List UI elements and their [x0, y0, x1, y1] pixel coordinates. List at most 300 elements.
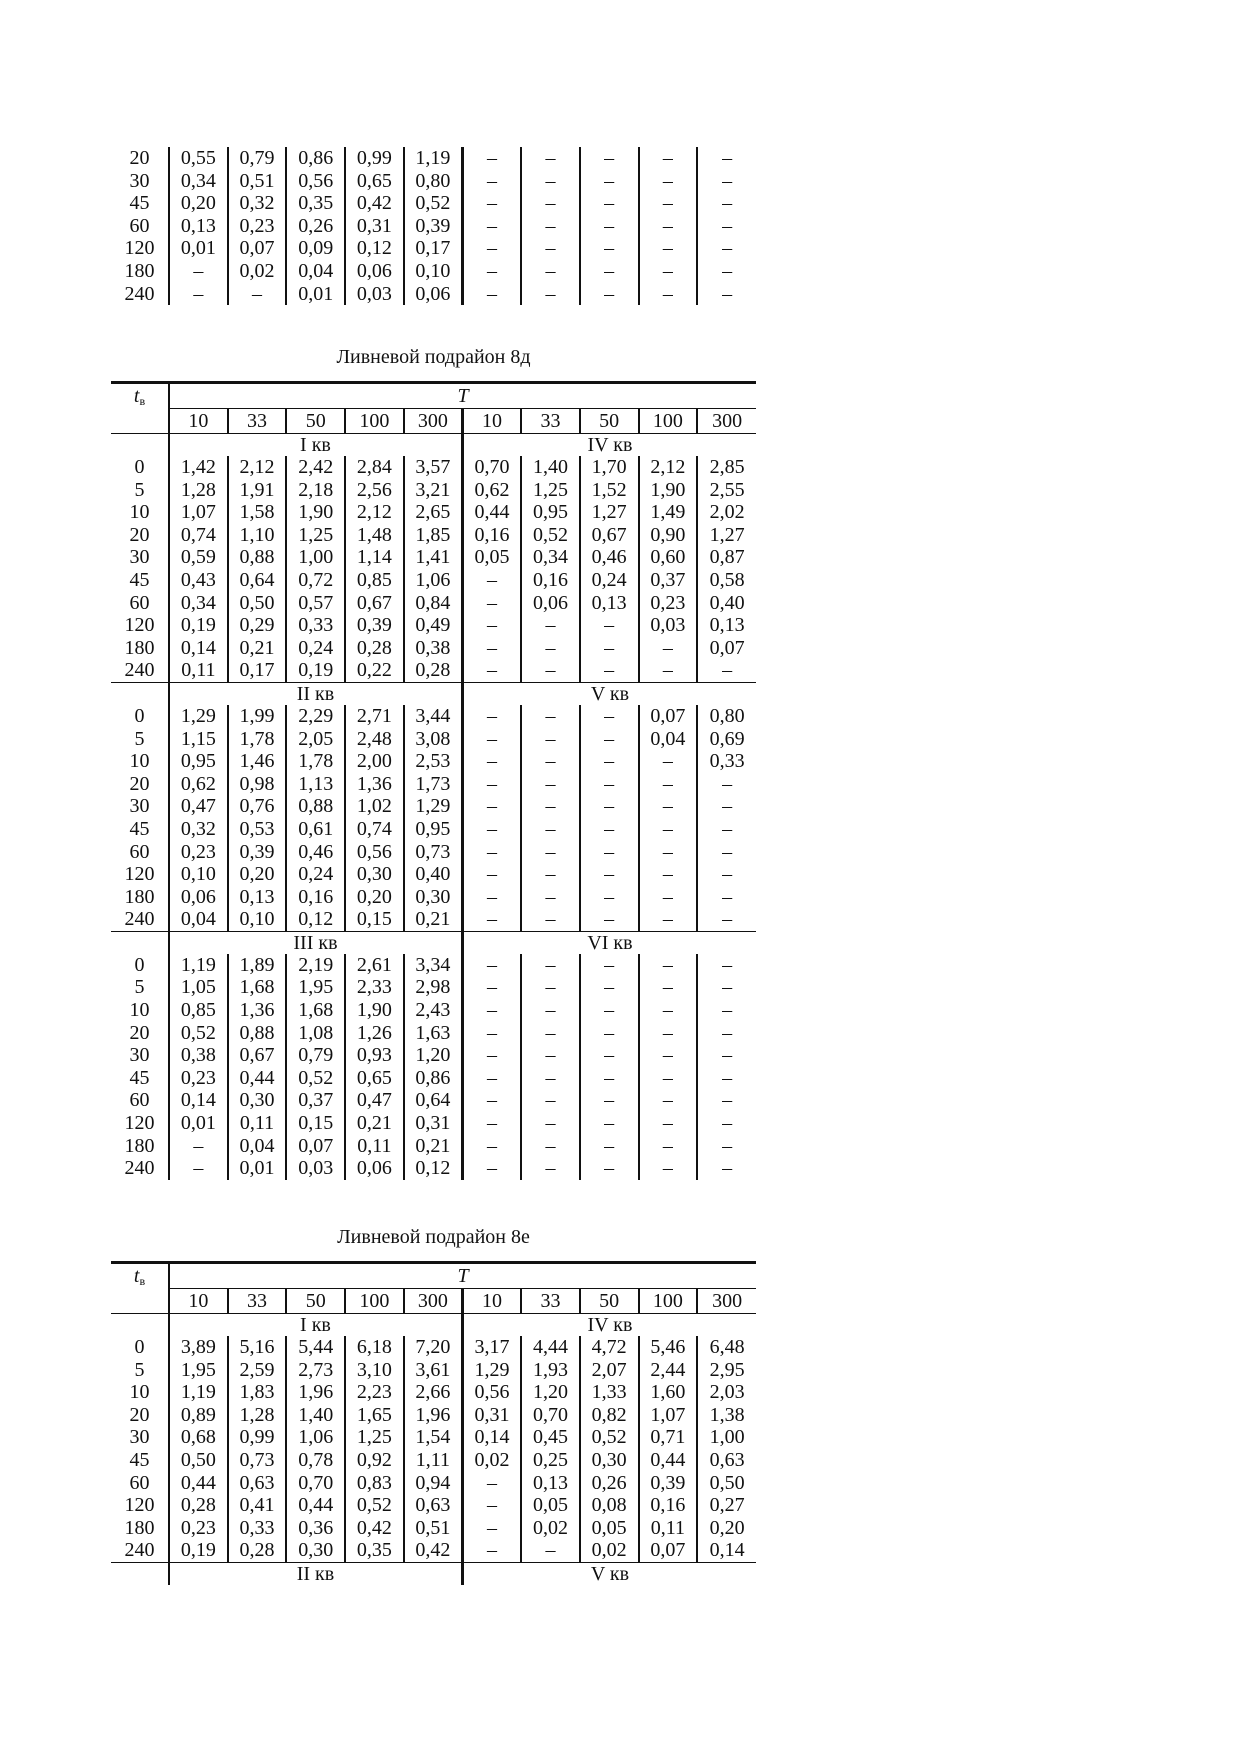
period-header: 33 [228, 409, 287, 434]
period-header: 300 [697, 1289, 756, 1314]
table-row [111, 192, 756, 215]
duration-cell: 45 [129, 568, 150, 591]
value-cell: 1,06 [404, 569, 463, 592]
duration-header [111, 383, 169, 434]
value-cell: 0,46 [580, 546, 639, 569]
table-row [111, 908, 756, 931]
period-header: 33 [228, 1289, 287, 1314]
value-cell: 0,73 [228, 1449, 287, 1472]
value-cell: 0,85 [169, 999, 228, 1022]
value-cell: – [462, 863, 521, 886]
value-cell: 0,33 [697, 750, 756, 773]
duration-cell: 60 [129, 214, 150, 237]
value-cell: – [639, 1044, 698, 1067]
value-cell: 0,52 [286, 1067, 345, 1090]
table-row [111, 1426, 756, 1449]
value-cell: 0,63 [228, 1472, 287, 1495]
table-row [111, 592, 756, 615]
value-cell: 0,63 [697, 1449, 756, 1472]
value-cell: 0,15 [345, 908, 404, 931]
table-row [111, 659, 756, 682]
value-cell: 0,25 [521, 1449, 580, 1472]
table-row [111, 1112, 756, 1135]
period-group-header: T [169, 383, 756, 409]
value-cell: 1,10 [228, 524, 287, 547]
value-cell: 4,72 [580, 1336, 639, 1359]
value-cell: – [580, 954, 639, 977]
value-cell: – [462, 1472, 521, 1495]
value-cell: 1,73 [404, 773, 463, 796]
continuation-block [111, 147, 756, 305]
duration-cell: 20 [129, 772, 150, 795]
value-cell: 0,45 [521, 1426, 580, 1449]
value-cell: 0,02 [521, 1517, 580, 1540]
duration-cell: 120 [124, 614, 155, 637]
value-cell: 0,53 [228, 818, 287, 841]
value-cell: 3,44 [404, 705, 463, 728]
value-cell: – [462, 237, 521, 260]
value-cell: 6,48 [697, 1336, 756, 1359]
table-row [111, 1067, 756, 1090]
value-cell: 1,91 [228, 479, 287, 502]
value-cell: – [639, 954, 698, 977]
duration-cell: 45 [129, 1066, 150, 1089]
value-cell: – [521, 954, 580, 977]
duration-cell: 45 [129, 1448, 150, 1471]
duration-cell: 20 [129, 1021, 150, 1044]
quarter-label-left: III кв [169, 931, 462, 954]
value-cell: 0,26 [580, 1472, 639, 1495]
value-cell: – [580, 614, 639, 637]
value-cell: – [697, 999, 756, 1022]
value-cell: 0,11 [639, 1517, 698, 1540]
table-row [111, 1494, 756, 1517]
value-cell: – [697, 659, 756, 682]
quarter-label-right: IV кв [462, 1314, 756, 1337]
value-cell: 0,07 [639, 1539, 698, 1562]
value-cell: – [462, 569, 521, 592]
value-cell: 1,68 [228, 976, 287, 999]
value-cell: 0,15 [286, 1112, 345, 1135]
value-cell: – [462, 1112, 521, 1135]
value-cell: 0,83 [345, 1472, 404, 1495]
value-cell: – [521, 637, 580, 660]
table-row [111, 954, 756, 977]
table-row [111, 1135, 756, 1158]
value-cell: – [697, 1135, 756, 1158]
value-cell: 0,60 [639, 546, 698, 569]
value-cell: 0,67 [345, 592, 404, 615]
table-row [111, 524, 756, 547]
value-cell: – [639, 260, 698, 283]
duration-cell: 20 [129, 523, 150, 546]
value-cell: 2,02 [697, 501, 756, 524]
value-cell: – [462, 1135, 521, 1158]
value-cell: 1,90 [286, 501, 345, 524]
value-cell: 0,95 [521, 501, 580, 524]
duration-symbol: t [133, 1265, 140, 1287]
table-row [111, 479, 756, 502]
value-cell: 2,55 [697, 479, 756, 502]
value-cell: 0,23 [639, 592, 698, 615]
table-row [111, 546, 756, 569]
value-cell: 0,21 [345, 1112, 404, 1135]
value-cell: 0,33 [228, 1517, 287, 1540]
value-cell: – [521, 795, 580, 818]
value-cell: 0,56 [345, 841, 404, 864]
value-cell: – [462, 1157, 521, 1180]
value-cell: 0,59 [169, 546, 228, 569]
value-cell: 1,15 [169, 728, 228, 751]
duration-cell: 240 [124, 1157, 155, 1180]
table-row [111, 728, 756, 751]
value-cell: 0,62 [169, 773, 228, 796]
table-8e [111, 1261, 756, 1585]
value-cell: 0,01 [169, 237, 228, 260]
value-cell: 2,71 [345, 705, 404, 728]
period-header: 50 [286, 409, 345, 434]
value-cell: – [462, 908, 521, 931]
value-cell: 0,17 [228, 659, 287, 682]
value-cell: 0,86 [404, 1067, 463, 1090]
value-cell: 0,56 [462, 1381, 521, 1404]
value-cell: 1,41 [404, 546, 463, 569]
value-cell: – [639, 773, 698, 796]
value-cell: – [639, 818, 698, 841]
value-cell: 0,49 [404, 614, 463, 637]
value-cell: 5,16 [228, 1336, 287, 1359]
value-cell: 0,40 [404, 863, 463, 886]
duration-cell: 240 [124, 282, 155, 305]
value-cell: 3,17 [462, 1336, 521, 1359]
duration-cell: 10 [129, 999, 150, 1022]
period-header: 50 [286, 1289, 345, 1314]
table-row [111, 1022, 756, 1045]
value-cell: – [521, 215, 580, 238]
value-cell: 0,93 [345, 1044, 404, 1067]
value-cell: 0,24 [286, 863, 345, 886]
period-header: 50 [580, 409, 639, 434]
value-cell: 0,11 [228, 1112, 287, 1135]
value-cell: 0,51 [228, 170, 287, 193]
value-cell: – [697, 170, 756, 193]
value-cell: 0,14 [462, 1426, 521, 1449]
period-header: 10 [169, 409, 228, 434]
table-row [111, 1404, 756, 1427]
value-cell: – [580, 1022, 639, 1045]
quarter-spacer [111, 931, 169, 954]
quarter-spacer [111, 1314, 169, 1337]
table-row [111, 237, 756, 260]
value-cell: – [169, 1157, 228, 1180]
duration-cell: 180 [124, 1516, 155, 1539]
value-cell: – [580, 818, 639, 841]
value-cell: 0,03 [639, 614, 698, 637]
value-cell: 0,88 [228, 546, 287, 569]
value-cell: – [462, 1022, 521, 1045]
value-cell: 1,19 [169, 954, 228, 977]
value-cell: – [521, 1089, 580, 1112]
duration-cell: 0 [134, 1336, 145, 1358]
value-cell: 0,74 [345, 818, 404, 841]
value-cell: 0,23 [169, 1517, 228, 1540]
value-cell: – [462, 750, 521, 773]
value-cell: 0,31 [345, 215, 404, 238]
value-cell: – [521, 1135, 580, 1158]
duration-cell: 120 [124, 1494, 155, 1517]
value-cell: 0,20 [228, 863, 287, 886]
period-header: 33 [521, 1289, 580, 1314]
table-row [111, 705, 756, 728]
quarter-label-right: VI кв [462, 931, 756, 954]
value-cell: 0,27 [697, 1494, 756, 1517]
value-cell: – [639, 908, 698, 931]
value-cell: 0,17 [404, 237, 463, 260]
value-cell: 3,10 [345, 1359, 404, 1382]
value-cell: – [462, 976, 521, 999]
duration-cell: 45 [129, 817, 150, 840]
value-cell: 1,93 [521, 1359, 580, 1382]
period-header: 10 [462, 409, 521, 434]
value-cell: – [521, 818, 580, 841]
value-cell: 1,06 [286, 1426, 345, 1449]
value-cell: – [521, 750, 580, 773]
duration-cell: 60 [129, 840, 150, 863]
value-cell: 0,20 [697, 1517, 756, 1540]
value-cell: 0,44 [169, 1472, 228, 1495]
value-cell: – [521, 908, 580, 931]
value-cell: 1,95 [286, 976, 345, 999]
value-cell: – [697, 260, 756, 283]
value-cell: – [521, 999, 580, 1022]
value-cell: – [580, 705, 639, 728]
value-cell: – [639, 1157, 698, 1180]
value-cell: 0,30 [228, 1089, 287, 1112]
value-cell: 0,38 [169, 1044, 228, 1067]
value-cell: 0,12 [404, 1157, 463, 1180]
quarter-label-left: I кв [169, 1314, 462, 1337]
value-cell: 0,31 [462, 1404, 521, 1427]
value-cell: – [462, 818, 521, 841]
value-cell: 0,21 [228, 637, 287, 660]
value-cell: 6,18 [345, 1336, 404, 1359]
value-cell: 1,25 [521, 479, 580, 502]
value-cell: – [639, 215, 698, 238]
table-row [111, 501, 756, 524]
value-cell: 0,95 [404, 818, 463, 841]
table-row [111, 1359, 756, 1382]
value-cell: 0,52 [521, 524, 580, 547]
value-cell: – [697, 192, 756, 215]
value-cell: 0,69 [697, 728, 756, 751]
value-cell: 1,83 [228, 1381, 287, 1404]
value-cell: 2,95 [697, 1359, 756, 1382]
value-cell: 1,58 [228, 501, 287, 524]
value-cell: – [580, 773, 639, 796]
value-cell: 2,19 [286, 954, 345, 977]
value-cell: 0,02 [228, 260, 287, 283]
value-cell: – [580, 976, 639, 999]
value-cell: 1,33 [580, 1381, 639, 1404]
value-cell: – [697, 1022, 756, 1045]
value-cell: 1,42 [169, 456, 228, 479]
header-row [111, 383, 756, 409]
value-cell: 0,95 [169, 750, 228, 773]
value-cell: – [639, 1089, 698, 1112]
value-cell: 0,80 [697, 705, 756, 728]
value-cell: – [169, 1135, 228, 1158]
duration-cell: 10 [129, 750, 150, 773]
table-row [111, 841, 756, 864]
value-cell: – [521, 260, 580, 283]
duration-cell: 240 [124, 659, 155, 682]
value-cell: 0,37 [286, 1089, 345, 1112]
value-cell: 1,40 [521, 456, 580, 479]
value-cell: 1,78 [286, 750, 345, 773]
table-row [111, 999, 756, 1022]
value-cell: – [462, 192, 521, 215]
value-cell: 2,23 [345, 1381, 404, 1404]
duration-cell: 30 [129, 546, 150, 569]
value-cell: 1,52 [580, 479, 639, 502]
value-cell: 2,59 [228, 1359, 287, 1382]
value-cell: 3,21 [404, 479, 463, 502]
value-cell: 0,08 [580, 1494, 639, 1517]
value-cell: 0,70 [521, 1404, 580, 1427]
value-cell: 0,19 [169, 1539, 228, 1562]
value-cell: 0,39 [639, 1472, 698, 1495]
value-cell: – [580, 795, 639, 818]
value-cell: 0,38 [404, 637, 463, 660]
value-cell: – [521, 773, 580, 796]
value-cell: – [462, 886, 521, 909]
value-cell: 0,78 [286, 1449, 345, 1472]
quarter-row [111, 931, 756, 954]
value-cell: – [462, 283, 521, 306]
value-cell: 3,08 [404, 728, 463, 751]
value-cell: 0,50 [697, 1472, 756, 1495]
value-cell: 0,23 [169, 841, 228, 864]
value-cell: 0,24 [286, 637, 345, 660]
value-cell: 2,44 [639, 1359, 698, 1382]
value-cell: – [639, 795, 698, 818]
duration-cell: 60 [129, 591, 150, 614]
value-cell: – [697, 976, 756, 999]
quarter-row [111, 434, 756, 457]
value-cell: – [521, 1112, 580, 1135]
value-cell: – [697, 147, 756, 170]
value-cell: – [462, 705, 521, 728]
value-cell: 1,99 [228, 705, 287, 728]
value-cell: 0,82 [580, 1404, 639, 1427]
value-cell: 0,11 [345, 1135, 404, 1158]
table-row [111, 283, 756, 306]
duration-cell: 20 [129, 147, 150, 169]
value-cell: 0,01 [228, 1157, 287, 1180]
value-cell: – [697, 863, 756, 886]
value-cell: 2,66 [404, 1381, 463, 1404]
value-cell: 0,39 [345, 614, 404, 637]
value-cell: 4,44 [521, 1336, 580, 1359]
value-cell: 0,28 [169, 1494, 228, 1517]
value-cell: 2,65 [404, 501, 463, 524]
value-cell: – [462, 1067, 521, 1090]
table-8e-title: Ливневой подрайон 8е [337, 1226, 530, 1248]
table-row [111, 976, 756, 999]
value-cell: 1,65 [345, 1404, 404, 1427]
value-cell: 0,62 [462, 479, 521, 502]
value-cell: – [697, 818, 756, 841]
value-cell: – [697, 954, 756, 977]
quarter-row [111, 682, 756, 705]
value-cell: – [639, 750, 698, 773]
value-cell: 1,25 [286, 524, 345, 547]
value-cell: 2,12 [345, 501, 404, 524]
value-cell: 0,26 [286, 215, 345, 238]
value-cell: – [697, 886, 756, 909]
value-cell: – [521, 728, 580, 751]
continuation-table [111, 147, 756, 305]
table-row [111, 1044, 756, 1067]
quarter-label-right: IV кв [462, 434, 756, 457]
value-cell: – [521, 283, 580, 306]
table-row [111, 1539, 756, 1562]
value-cell: 2,85 [697, 456, 756, 479]
value-cell: 0,92 [345, 1449, 404, 1472]
period-header: 300 [697, 409, 756, 434]
value-cell: 2,29 [286, 705, 345, 728]
table-row [111, 147, 756, 170]
value-cell: 1,19 [169, 1381, 228, 1404]
value-cell: – [521, 886, 580, 909]
duration-cell: 120 [124, 863, 155, 886]
value-cell: – [639, 976, 698, 999]
value-cell: 2,18 [286, 479, 345, 502]
value-cell: 0,41 [228, 1494, 287, 1517]
value-cell: 1,54 [404, 1426, 463, 1449]
value-cell: – [639, 863, 698, 886]
value-cell: 0,04 [286, 260, 345, 283]
value-cell: 0,61 [286, 818, 345, 841]
value-cell: – [580, 170, 639, 193]
value-cell: 0,13 [169, 215, 228, 238]
value-cell: 2,56 [345, 479, 404, 502]
value-cell: 0,16 [462, 524, 521, 547]
value-cell: 0,06 [169, 886, 228, 909]
period-header: 100 [345, 409, 404, 434]
value-cell: 1,08 [286, 1022, 345, 1045]
value-cell: 0,24 [580, 569, 639, 592]
value-cell: 0,28 [228, 1539, 287, 1562]
table-8d [111, 381, 756, 1180]
value-cell: 1,96 [404, 1404, 463, 1427]
value-cell: 0,36 [286, 1517, 345, 1540]
value-cell: 0,40 [697, 592, 756, 615]
value-cell: 0,20 [169, 192, 228, 215]
value-cell: 0,42 [345, 1517, 404, 1540]
value-cell: 0,79 [286, 1044, 345, 1067]
duration-cell: 5 [134, 478, 145, 501]
value-cell: – [521, 1044, 580, 1067]
value-cell: – [580, 1135, 639, 1158]
value-cell: – [462, 215, 521, 238]
duration-cell: 10 [129, 1381, 150, 1404]
value-cell: 0,99 [345, 147, 404, 170]
value-cell: – [580, 1044, 639, 1067]
value-cell: 0,33 [286, 614, 345, 637]
value-cell: 0,14 [169, 1089, 228, 1112]
value-cell: – [639, 1067, 698, 1090]
